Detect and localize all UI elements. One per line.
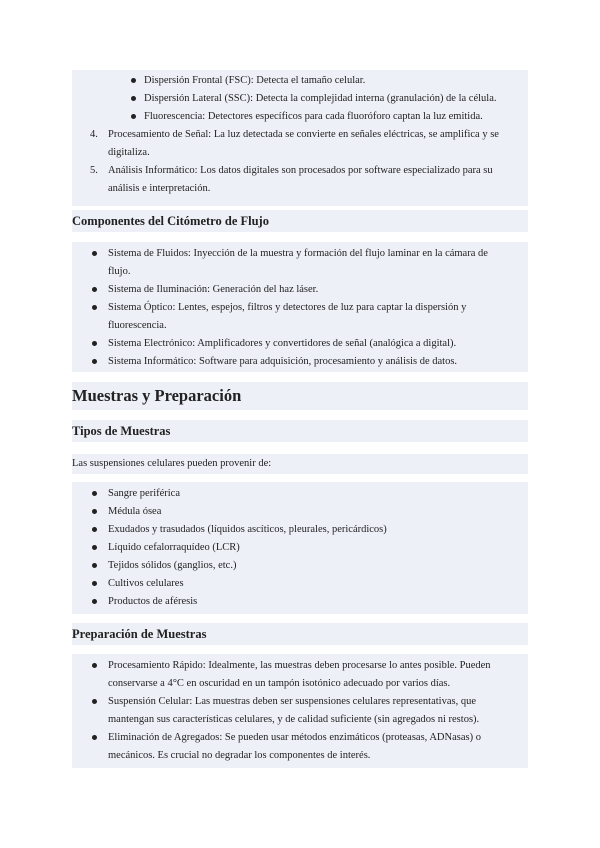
list-item-text: Tejidos sólidos (ganglios, etc.) [108, 560, 237, 571]
numbered-item-text: Procesamiento de Señal: La luz detectada se convierte en señales eléctricas, se amplifica y se [108, 129, 499, 140]
subsection-heading-tipos: Tipos de Muestras [72, 424, 171, 438]
intro-paragraph: Las suspensiones celulares pueden provenir de: [72, 458, 272, 469]
bullet [92, 599, 97, 604]
numbered-item-text: análisis e interpretación. [108, 183, 211, 194]
list-item-text: Médula ósea [108, 506, 162, 517]
sub-bullet-text: Dispersión Frontal (FSC): Detecta el tamaño celular. [144, 75, 366, 86]
bullet [92, 545, 97, 550]
list-item-text: Sistema Electrónico: Amplificadores y convertidores de señal (analógica a digital). [108, 338, 457, 349]
section-heading-componentes: Componentes del Citómetro de Flujo [72, 214, 269, 228]
list-item-text: Sistema de Iluminación: Generación del haz láser. [108, 284, 319, 295]
bullet [92, 527, 97, 532]
list-item-text: Eliminación de Agregados: Se pueden usar métodos enzimáticos (proteasas, ADNasas) o [108, 732, 481, 743]
bullet [131, 96, 136, 101]
numbered-item-text: digitaliza. [108, 147, 150, 158]
list-item-text: conservarse a 4°C en oscuridad en un tampón isotónico adecuado por varios días. [108, 678, 451, 689]
list-item-text: mantengan sus características celulares, y de calidad suficiente (sin agregados ni restos). [108, 714, 480, 725]
sub-bullet-text: Dispersión Lateral (SSC): Detecta la complejidad interna (granulación) de la célula. [144, 93, 497, 104]
bullet [92, 699, 97, 704]
list-item-text: Cultivos celulares [108, 578, 184, 589]
bullet [92, 563, 97, 568]
bullet [92, 341, 97, 346]
list-item-text: flujo. [108, 266, 131, 277]
list-item-text: Productos de aféresis [108, 596, 198, 607]
list-item-text: Sistema de Fluidos: Inyección de la muestra y formación del flujo laminar en la cámara de [108, 248, 488, 259]
bullet [92, 491, 97, 496]
list-number: 5. [90, 165, 98, 176]
bullet [92, 287, 97, 292]
list-item-text: Exudados y trasudados (líquidos ascíticos, pleurales, pericárdicos) [108, 524, 387, 535]
list-item-text: Sangre periférica [108, 488, 180, 499]
bullet [92, 581, 97, 586]
list-item-text: mecánicos. Es crucial no degradar los componentes de interés. [108, 750, 371, 761]
bullet [92, 509, 97, 514]
bullet [92, 663, 97, 668]
bullet [92, 735, 97, 740]
bullet [131, 78, 136, 83]
subsection-heading-preparacion: Preparación de Muestras [72, 627, 207, 641]
bullet [92, 251, 97, 256]
bullet [131, 114, 136, 119]
list-item-text: Procesamiento Rápido: Idealmente, las muestras deben procesarse lo antes posible. Pueden [108, 660, 491, 671]
list-item-text: Sistema Óptico: Lentes, espejos, filtros y detectores de luz para captar la dispersión y [108, 302, 467, 313]
list-item-text: Líquido cefalorraquídeo (LCR) [108, 542, 240, 553]
list-item-text: Suspensión Celular: Las muestras deben ser suspensiones celulares representativas, que [108, 696, 476, 707]
bullet [92, 359, 97, 364]
list-item-text: fluorescencia. [108, 320, 167, 331]
bullet [92, 305, 97, 310]
numbered-item-text: Análisis Informático: Los datos digitales son procesados por software especializado para su [108, 165, 493, 176]
list-item-text: Sistema Informático: Software para adquisición, procesamiento y análisis de datos. [108, 356, 458, 367]
section-heading-muestras: Muestras y Preparación [72, 386, 242, 405]
list-number: 4. [90, 129, 98, 140]
sub-bullet-text: Fluorescencia: Detectores específicos para cada fluoróforo captan la luz emitida. [144, 111, 483, 122]
